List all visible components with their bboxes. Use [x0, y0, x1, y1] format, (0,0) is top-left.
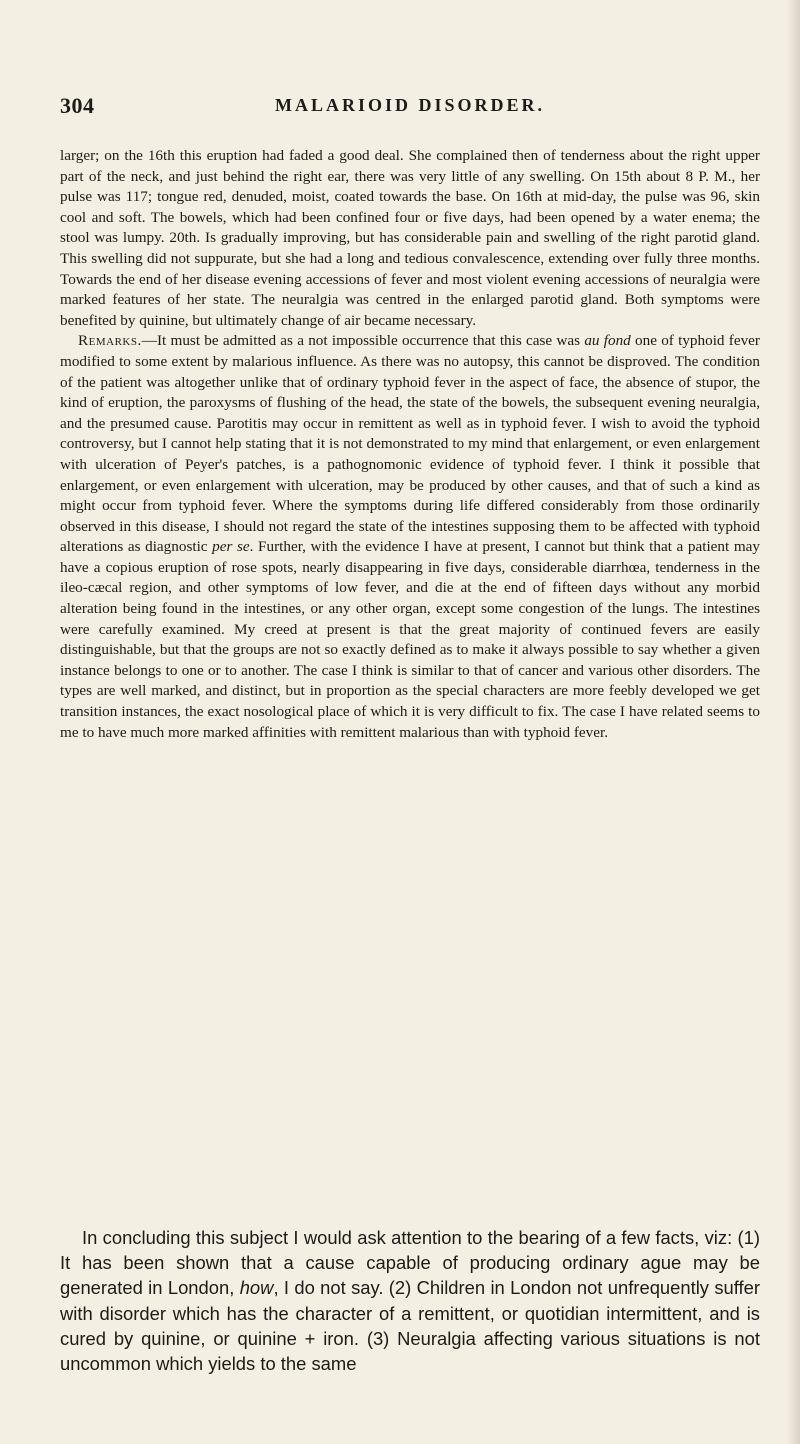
- page-edge-shadow: [786, 0, 800, 1444]
- remarks-italic-per-se: per se: [212, 538, 250, 556]
- concluding-section: [60, 1225, 760, 1376]
- concluding-text-2: , I do not say. (2) Children in London not unfrequently suffer with disorder which has the character of a remittent, or quotidian intermittent, and is cured by quinine, or quinine + iron. (3) Neuralgia affecting various situations is not uncommon which yields to the same: [60, 1277, 761, 1375]
- case-report-body: [60, 146, 760, 743]
- page-header: [60, 93, 760, 121]
- remarks-label: Remarks.: [78, 332, 142, 350]
- concluding-paragraph: [60, 1225, 760, 1376]
- case-paragraph: larger; on the 16th this eruption had faded a good deal. She complained then of tenderness about the right upper part of the neck, and just behind the right ear, there was very little of any swelling. On 15th about 8 P. M., her pulse was 117; tongue red, denuded, moist, coated towards the base. On 16th at mid-day, the pulse was 96, skin cool and soft. The bowels, which had been confined four or five days, had been opened by a water enema; the stool was lumpy. 20th. Is gradually improving, but has considerable pain and swelling of the right parotid gland. This swelling did not suppurate, but she had a long and tedious convalescence, extending over fully three months. Towards the end of her disease evening accessions of fever and most violent evening accessions of neuralgia were marked features of her state. The neuralgia was centred in the enlarged parotid gland. Both symptoms were benefited by quinine, but ultimately change of air became necessary.: [60, 147, 760, 329]
- remarks-text-1: —It must be admitted as a not impossible occurrence that this case was: [141, 332, 585, 350]
- running-title: MALARIOID DISORDER.: [274, 95, 546, 115]
- remarks-italic-au-fond: au fond: [584, 332, 631, 350]
- remarks-paragraph: [60, 331, 760, 743]
- concluding-text-1: In concluding this subject I would ask attention to the bearing of a few facts, viz: (1) It has been shown that a cause capable of producing ordinary ague may be generated in London,: [60, 1227, 760, 1299]
- remarks-text-2: one of typhoid fever modified to some extent by malarious influence. As there was no autopsy, this cannot be disproved. The condition of the patient was altogether unlike that of ordinary typhoid fever in the aspect of face, the absence of stupor, the kind of eruption, the paroxysms of flushing of the head, the state of the bowels, the subsequent evening neuralgia, and the presumed cause. Parotitis may occur in remittent as well as in typhoid fever. I wish to avoid the typhoid controversy, but I cannot help stating that it is not demonstrated to my mind that enlargement, or even enlargement with ulceration of Peyer's patches, is a pathognomonic evidence of typhoid fever. I think it possible that enlargement, or even enlargement with ulceration, may be produced by other causes, and that of such a kind as might occur from typhoid fever. Where the symptoms during life differed considerably from those ordinarily observed in this disease, I should not regard the state of the intestines supposing them to be affected with typhoid alterations as diagnostic: [60, 332, 760, 556]
- page-number: 304: [60, 93, 95, 118]
- concluding-italic-how: how: [239, 1277, 274, 1299]
- remarks-text-3: . Further, with the evidence I have at present, I cannot but think that a patient may have a copious eruption of rose spots, nearly disappearing in five days, considerable diarrhœa, tenderness in the ileo-cæcal region, and other symptoms of low fever, and die at the end of fifteen days without any morbid alteration being found in the intestines, or any other organ, except some congestion of the lungs. The intestines were carefully examined. My creed at present is that the great majority of continued fevers are easily distinguishable, but that the groups are not so exactly defined as to make it always possible to say whether a given instance belongs to one or to another. The case I think is similar to that of cancer and various other disorders. The types are well marked, and distinct, but in proportion as the special characters are more feebly developed we get transition instances, the exact nosological place of which it is very difficult to fix. The case I have related seems to me to have much more marked affinities with remittent malarious than with typhoid fever.: [60, 538, 760, 741]
